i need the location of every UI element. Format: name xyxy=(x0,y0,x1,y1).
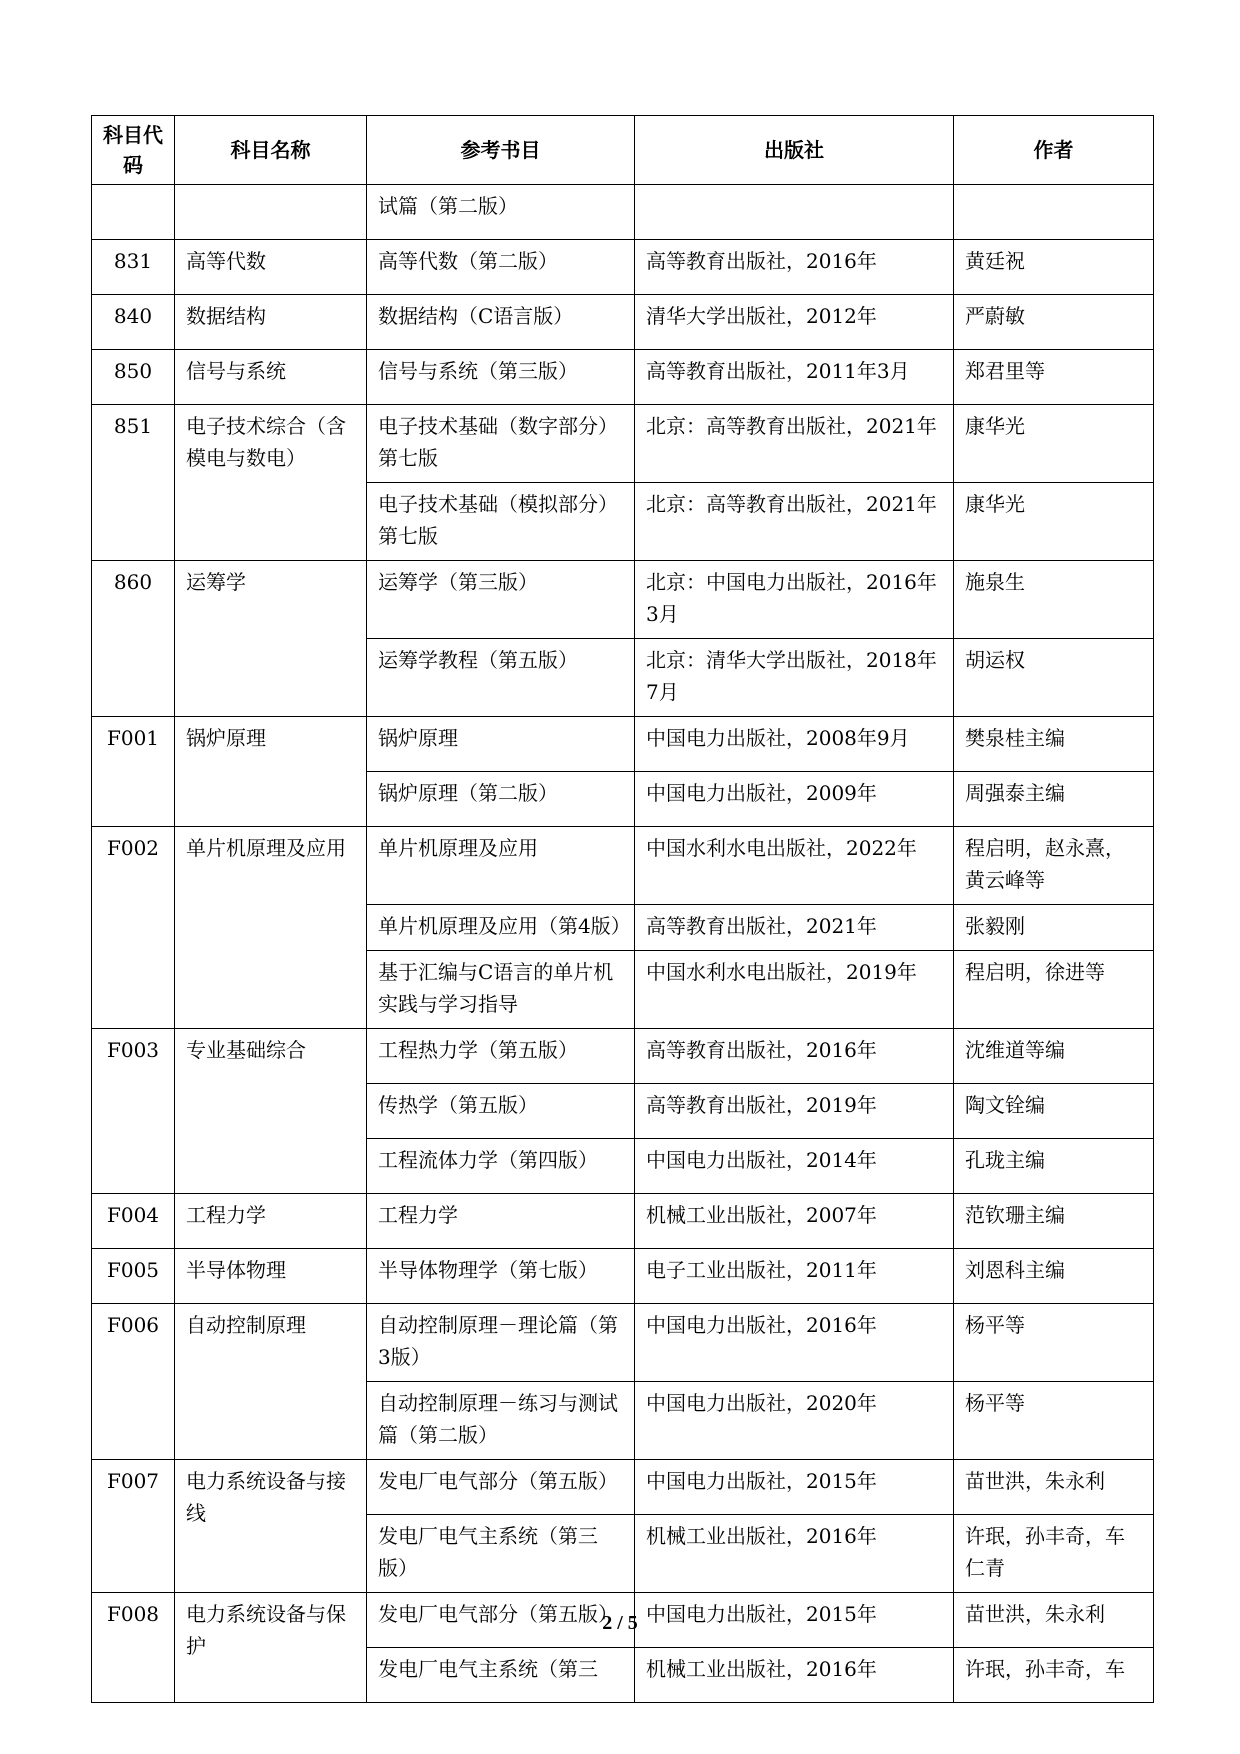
publisher-cell: 北京：中国电力出版社，2016年3月 xyxy=(635,561,954,639)
publisher-cell: 机械工业出版社，2016年 xyxy=(635,1648,954,1703)
header-subject-name: 科目名称 xyxy=(175,116,367,185)
author-cell: 程启明，徐进等 xyxy=(954,951,1154,1029)
book-cell: 信号与系统（第三版） xyxy=(367,350,635,405)
publisher-cell: 北京：高等教育出版社，2021年 xyxy=(635,483,954,561)
table-row xyxy=(92,561,1154,639)
publisher-cell: 机械工业出版社，2016年 xyxy=(635,1515,954,1593)
author-cell: 苗世洪，朱永利 xyxy=(954,1593,1154,1648)
subject-code-cell: 860 xyxy=(92,561,175,717)
author-cell: 刘恩科主编 xyxy=(954,1249,1154,1304)
subject-code-cell: F004 xyxy=(92,1194,175,1249)
book-cell: 自动控制原理－练习与测试篇（第二版） xyxy=(367,1382,635,1460)
subject-code-cell: F007 xyxy=(92,1460,175,1593)
publisher-cell: 北京：清华大学出版社，2018年7月 xyxy=(635,639,954,717)
book-cell: 工程热力学（第五版） xyxy=(367,1029,635,1084)
subject-name-cell: 信号与系统 xyxy=(175,350,367,405)
publisher-cell: 中国电力出版社，2014年 xyxy=(635,1139,954,1194)
subject-name-cell: 运筹学 xyxy=(175,561,367,717)
book-cell: 锅炉原理（第二版） xyxy=(367,772,635,827)
book-cell: 自动控制原理－理论篇（第3版） xyxy=(367,1304,635,1382)
header-subject-code: 科目代码 xyxy=(92,116,175,185)
subject-name-cell xyxy=(175,185,367,240)
author-cell: 许珉，孙丰奇，车仁青 xyxy=(954,1515,1154,1593)
subject-name-cell: 自动控制原理 xyxy=(175,1304,367,1460)
table-row xyxy=(92,185,1154,240)
book-cell: 发电厂电气部分（第五版） xyxy=(367,1593,635,1648)
subject-name-cell: 半导体物理 xyxy=(175,1249,367,1304)
author-cell: 胡运权 xyxy=(954,639,1154,717)
book-cell: 传热学（第五版） xyxy=(367,1084,635,1139)
table-row xyxy=(92,240,1154,295)
book-cell: 锅炉原理 xyxy=(367,717,635,772)
subject-name-cell: 电力系统设备与保护 xyxy=(175,1593,367,1703)
author-cell: 陶文铨编 xyxy=(954,1084,1154,1139)
subject-code-cell: F005 xyxy=(92,1249,175,1304)
publisher-cell: 中国电力出版社，2015年 xyxy=(635,1460,954,1515)
author-cell: 周强泰主编 xyxy=(954,772,1154,827)
subject-name-cell: 锅炉原理 xyxy=(175,717,367,827)
subject-code-cell: F008 xyxy=(92,1593,175,1703)
table-row xyxy=(92,717,1154,772)
publisher-cell: 北京：高等教育出版社，2021年 xyxy=(635,405,954,483)
book-cell: 电子技术基础（模拟部分）第七版 xyxy=(367,483,635,561)
table-row xyxy=(92,1304,1154,1382)
subject-code-cell: F001 xyxy=(92,717,175,827)
subject-name-cell: 高等代数 xyxy=(175,240,367,295)
publisher-cell: 机械工业出版社，2007年 xyxy=(635,1194,954,1249)
author-cell: 杨平等 xyxy=(954,1382,1154,1460)
author-cell: 康华光 xyxy=(954,405,1154,483)
book-cell: 工程力学 xyxy=(367,1194,635,1249)
author-cell: 许珉，孙丰奇，车 xyxy=(954,1648,1154,1703)
book-cell: 电子技术基础（数字部分）第七版 xyxy=(367,405,635,483)
book-cell: 发电厂电气部分（第五版） xyxy=(367,1460,635,1515)
publisher-cell: 中国水利水电出版社，2019年 xyxy=(635,951,954,1029)
book-cell: 单片机原理及应用（第4版） xyxy=(367,905,635,951)
book-cell: 发电厂电气主系统（第三 xyxy=(367,1648,635,1703)
book-cell: 基于汇编与C语言的单片机实践与学习指导 xyxy=(367,951,635,1029)
subject-code-cell: F002 xyxy=(92,827,175,1029)
author-cell: 施泉生 xyxy=(954,561,1154,639)
author-cell: 樊泉桂主编 xyxy=(954,717,1154,772)
book-cell: 运筹学教程（第五版） xyxy=(367,639,635,717)
publisher-cell: 高等教育出版社，2016年 xyxy=(635,240,954,295)
subject-code-cell: F003 xyxy=(92,1029,175,1194)
book-cell: 数据结构（C语言版） xyxy=(367,295,635,350)
page-number: 2 / 5 xyxy=(602,1612,638,1634)
book-cell: 发电厂电气主系统（第三版） xyxy=(367,1515,635,1593)
table-row xyxy=(92,1029,1154,1084)
publisher-cell: 中国水利水电出版社，2022年 xyxy=(635,827,954,905)
subject-name-cell: 单片机原理及应用 xyxy=(175,827,367,1029)
publisher-cell: 高等教育出版社，2011年3月 xyxy=(635,350,954,405)
header-publisher: 出版社 xyxy=(635,116,954,185)
publisher-cell: 高等教育出版社，2019年 xyxy=(635,1084,954,1139)
reference-books-table xyxy=(91,115,1154,1703)
publisher-cell: 清华大学出版社，2012年 xyxy=(635,295,954,350)
subject-name-cell: 专业基础综合 xyxy=(175,1029,367,1194)
publisher-cell: 中国电力出版社，2008年9月 xyxy=(635,717,954,772)
publisher-cell xyxy=(635,185,954,240)
publisher-cell: 中国电力出版社，2015年 xyxy=(635,1593,954,1648)
table-row xyxy=(92,1249,1154,1304)
publisher-cell: 中国电力出版社，2020年 xyxy=(635,1382,954,1460)
subject-code-cell xyxy=(92,185,175,240)
publisher-cell: 电子工业出版社，2011年 xyxy=(635,1249,954,1304)
book-cell: 工程流体力学（第四版） xyxy=(367,1139,635,1194)
subject-code-cell: 831 xyxy=(92,240,175,295)
book-cell: 半导体物理学（第七版） xyxy=(367,1249,635,1304)
table-row xyxy=(92,350,1154,405)
author-cell: 孔珑主编 xyxy=(954,1139,1154,1194)
table-row xyxy=(92,405,1154,483)
author-cell: 苗世洪，朱永利 xyxy=(954,1460,1154,1515)
subject-name-cell: 数据结构 xyxy=(175,295,367,350)
table-header-row xyxy=(92,116,1154,185)
author-cell: 严蔚敏 xyxy=(954,295,1154,350)
author-cell xyxy=(954,185,1154,240)
publisher-cell: 高等教育出版社，2021年 xyxy=(635,905,954,951)
table-row xyxy=(92,295,1154,350)
table-row xyxy=(92,827,1154,905)
subject-code-cell: 850 xyxy=(92,350,175,405)
author-cell: 程启明，赵永熹，黄云峰等 xyxy=(954,827,1154,905)
book-cell: 试篇（第二版） xyxy=(367,185,635,240)
subject-code-cell: 840 xyxy=(92,295,175,350)
header-reference-book: 参考书目 xyxy=(367,116,635,185)
subject-name-cell: 电子技术综合（含模电与数电） xyxy=(175,405,367,561)
publisher-cell: 中国电力出版社，2016年 xyxy=(635,1304,954,1382)
subject-code-cell: F006 xyxy=(92,1304,175,1460)
publisher-cell: 高等教育出版社，2016年 xyxy=(635,1029,954,1084)
author-cell: 杨平等 xyxy=(954,1304,1154,1382)
header-author: 作者 xyxy=(954,116,1154,185)
subject-code-cell: 851 xyxy=(92,405,175,561)
subject-name-cell: 工程力学 xyxy=(175,1194,367,1249)
book-cell: 运筹学（第三版） xyxy=(367,561,635,639)
book-cell: 单片机原理及应用 xyxy=(367,827,635,905)
subject-name-cell: 电力系统设备与接线 xyxy=(175,1460,367,1593)
author-cell: 张毅刚 xyxy=(954,905,1154,951)
table-row xyxy=(92,1460,1154,1515)
publisher-cell: 中国电力出版社，2009年 xyxy=(635,772,954,827)
author-cell: 范钦珊主编 xyxy=(954,1194,1154,1249)
author-cell: 康华光 xyxy=(954,483,1154,561)
author-cell: 黄廷祝 xyxy=(954,240,1154,295)
author-cell: 郑君里等 xyxy=(954,350,1154,405)
table-row xyxy=(92,1194,1154,1249)
book-cell: 高等代数（第二版） xyxy=(367,240,635,295)
author-cell: 沈维道等编 xyxy=(954,1029,1154,1084)
